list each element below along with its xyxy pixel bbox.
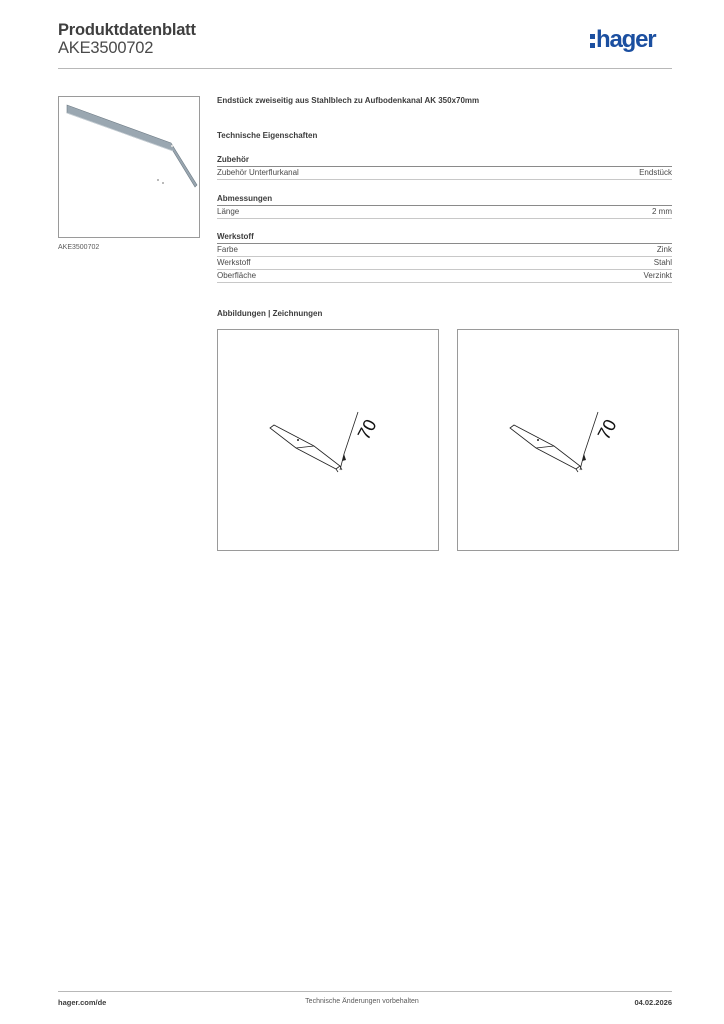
mounting-hole-icon — [171, 145, 173, 147]
property-label: Länge — [217, 207, 240, 216]
technical-drawing-2 — [457, 329, 679, 551]
footer-date: 04.02.2026 — [634, 998, 672, 1007]
property-value: Verzinkt — [643, 271, 672, 280]
drawing-hole-icon — [297, 439, 299, 441]
section-title: Abmessungen — [217, 193, 672, 206]
section-dimensions — [217, 193, 672, 219]
product-image — [58, 96, 200, 238]
product-image-caption: AKE3500702 — [58, 244, 100, 251]
property-value: Stahl — [653, 258, 672, 267]
logo-dots-icon — [590, 34, 595, 48]
property-value: Endstück — [639, 168, 672, 177]
technical-properties-heading: Technische Eigenschaften — [217, 131, 318, 140]
endpiece-plate-shape — [67, 105, 197, 187]
product-description: Endstück zweiseitig aus Stahlblech zu Aufbodenkanal AK 350x70mm — [217, 96, 480, 105]
property-row — [217, 206, 672, 219]
hager-logo — [590, 26, 655, 56]
drawing-bend-line — [296, 446, 314, 448]
screw-dot-icon — [157, 179, 159, 181]
endpiece-bend-edge — [67, 113, 173, 151]
property-label: Oberfläche — [217, 271, 257, 280]
section-title: Werkstoff — [217, 231, 672, 244]
section-accessories — [217, 154, 672, 180]
property-value: Zink — [656, 245, 672, 254]
endpiece-drawing-icon — [458, 330, 678, 550]
footer-note: Technische Änderungen vorbehalten — [305, 998, 419, 1005]
section-material — [217, 231, 672, 283]
drawing-extension-line — [576, 469, 578, 472]
product-steel-endpiece-image — [59, 97, 199, 237]
dimension-label: 70 — [593, 415, 621, 444]
technical-drawing-1 — [217, 329, 439, 551]
footer-website-link[interactable]: hager.com/de — [58, 998, 107, 1007]
footer-divider — [58, 991, 672, 992]
property-row — [217, 270, 672, 283]
dimension-label: 70 — [353, 415, 381, 444]
drawing-hole-icon — [537, 439, 539, 441]
drawing-extension-line — [336, 469, 338, 472]
property-label: Farbe — [217, 245, 238, 254]
drawings-heading: Abbildungen | Zeichnungen — [217, 309, 323, 318]
dimension-arrow-icon — [582, 454, 586, 461]
article-number: AKE3500702 — [58, 39, 154, 57]
property-row — [217, 244, 672, 257]
property-label: Werkstoff — [217, 258, 251, 267]
property-label: Zubehör Unterflurkanal — [217, 168, 299, 177]
dimension-arrow-icon — [342, 454, 346, 461]
endpiece-drawing-icon — [218, 330, 438, 550]
header-divider — [58, 68, 672, 69]
document-title: Produktdatenblatt — [58, 21, 196, 39]
property-value: 2 mm — [652, 207, 672, 216]
screw-dot-icon — [162, 182, 164, 184]
property-row — [217, 167, 672, 180]
logo-text: hager — [596, 26, 656, 53]
section-title: Zubehör — [217, 154, 672, 167]
property-row — [217, 257, 672, 270]
drawing-bend-line — [536, 446, 554, 448]
